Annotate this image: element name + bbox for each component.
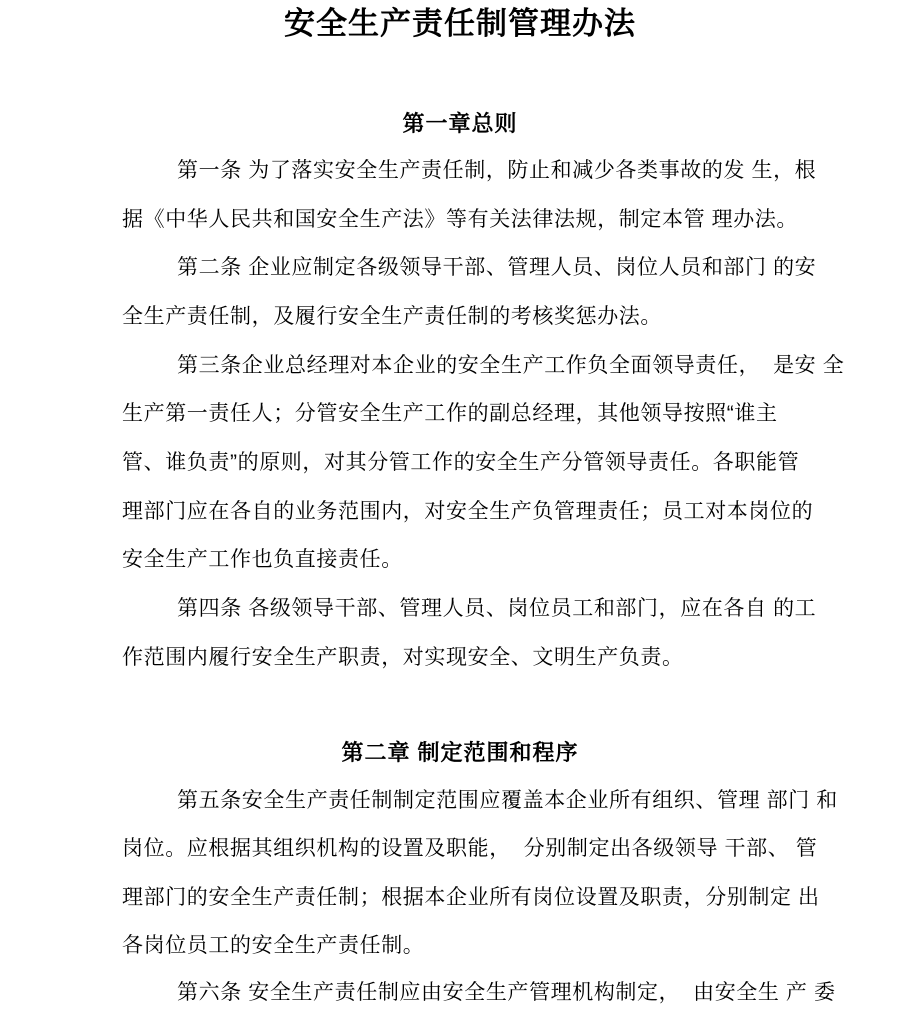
paragraph-line: 第四条 各级领导干部、管理人员、岗位员工和部门，应在各自 的工	[177, 597, 817, 620]
paragraph-line: 各岗位员工的安全生产责任制。	[122, 934, 425, 957]
paragraph-line: 第六条 安全生产责任制应由安全生产管理机构制定， 由安全生 产 委	[177, 981, 836, 1004]
paragraph-line: 岗位。应根据其组织机构的设置及职能， 分别制定出各级领导 干部、 管	[122, 837, 818, 860]
paragraph-line: 理部门的安全生产责任制；根据本企业所有岗位设置及职责，分别制定 出	[122, 886, 820, 909]
paragraph-line: 第五条安全生产责任制制定范围应覆盖本企业所有组织、管理 部门 和	[177, 789, 838, 812]
paragraph-line: 第一条 为了落实安全生产责任制，防止和减少各类事故的发 生，根	[177, 159, 817, 182]
paragraph-line: 理部门应在各自的业务范围内，对安全生产负管理责任；员工对本岗位的	[122, 500, 814, 523]
paragraph-line: 管、谁负责”的原则，对其分管工作的安全生产分管领导责任。各职能管	[122, 451, 800, 474]
chapter-one-heading: 第一章总则	[402, 111, 518, 136]
document-title: 安全生产责任制管理办法	[284, 6, 636, 41]
paragraph-line: 第三条企业总经理对本企业的安全生产工作负全面领导责任， 是安 全	[177, 354, 845, 377]
chapter-two-heading: 第二章 制定范围和程序	[341, 740, 579, 765]
paragraph-line: 全生产责任制，及履行安全生产责任制的考核奖惩办法。	[122, 305, 662, 328]
paragraph-line: 生产第一责任人；分管安全生产工作的副总经理，其他领导按照“谁主	[122, 402, 778, 425]
paragraph-line: 安全生产工作也负直接责任。	[122, 548, 403, 571]
paragraph-line: 据《中华人民共和国安全生产法》等有关法律法规，制定本管 理办法。	[122, 208, 799, 231]
paragraph-line: 第二条 企业应制定各级领导干部、管理人员、岗位人员和部门 的安	[177, 256, 817, 279]
paragraph-line: 作范围内履行安全生产职责，对实现安全、文明生产负责。	[122, 646, 684, 669]
